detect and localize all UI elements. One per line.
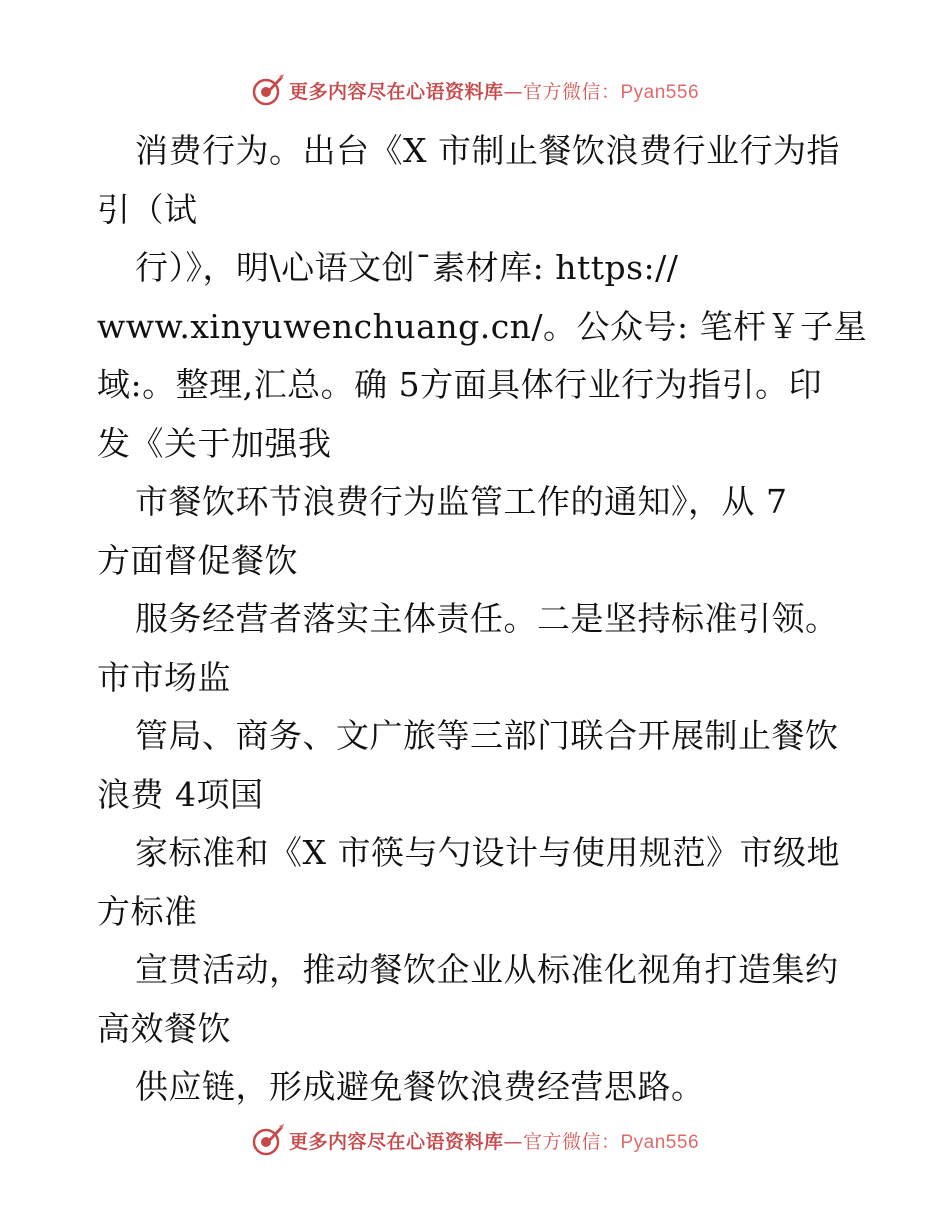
header-watermark-banner [0,70,950,110]
text-line: 供应链，形成避免餐饮浪费经营思路。 [135,1067,705,1106]
watermark-separator: — [503,1130,523,1153]
text-line: 引（试 [97,189,198,229]
text-line: www.xinyuwenchuang.cn/。公众号: 笔杆￥子星 [97,306,868,346]
text-line: 高效餐饮 [97,1008,231,1048]
text-line: 家标准和《X 市筷与勺设计与使用规范》市级地 [135,833,840,872]
watermark-official-label: 官方微信： [522,1130,621,1153]
text-line: 行）》，明\心语文创¯素材库: https:// [135,248,679,287]
text-line: 方面督促餐饮 [97,540,298,580]
text-line: 方标准 [97,891,198,931]
quill-logo-icon [251,1123,285,1157]
watermark-wechat-id: Pyan556 [620,1131,700,1153]
watermark-main-text: 更多内容尽在心语资料库 [288,80,504,103]
watermark-main-text: 更多内容尽在心语资料库 [288,1130,504,1153]
text-line: 宣贯活动，推动餐饮企业从标准化视角打造集约 [135,950,839,989]
watermark-separator: — [503,80,523,103]
text-line: 市市场监 [97,657,231,697]
text-line: 域:。整理,汇总。确 5方面具体行业行为指引。印 [97,365,823,404]
watermark-text [289,77,699,104]
text-line: 服务经营者落实主体责任。二是坚持标准引领。 [135,599,839,638]
watermark-official-label: 官方微信： [522,80,621,103]
document-body [97,122,868,1117]
text-line: 发《关于加强我 [97,423,332,463]
footer-watermark-banner [0,1120,950,1160]
text-line: 市餐饮环节浪费行为监管工作的通知》，从 7 [135,482,788,521]
text-line: 消费行为。出台《X 市制止餐饮浪费行业行为指 [135,131,840,170]
watermark-wechat-id: Pyan556 [620,81,700,103]
quill-logo-icon [251,73,285,107]
text-line: 浪费 4项国 [97,774,264,814]
watermark-text [289,1127,699,1154]
text-line: 管局、商务、文广旅等三部门联合开展制止餐饮 [135,716,839,755]
